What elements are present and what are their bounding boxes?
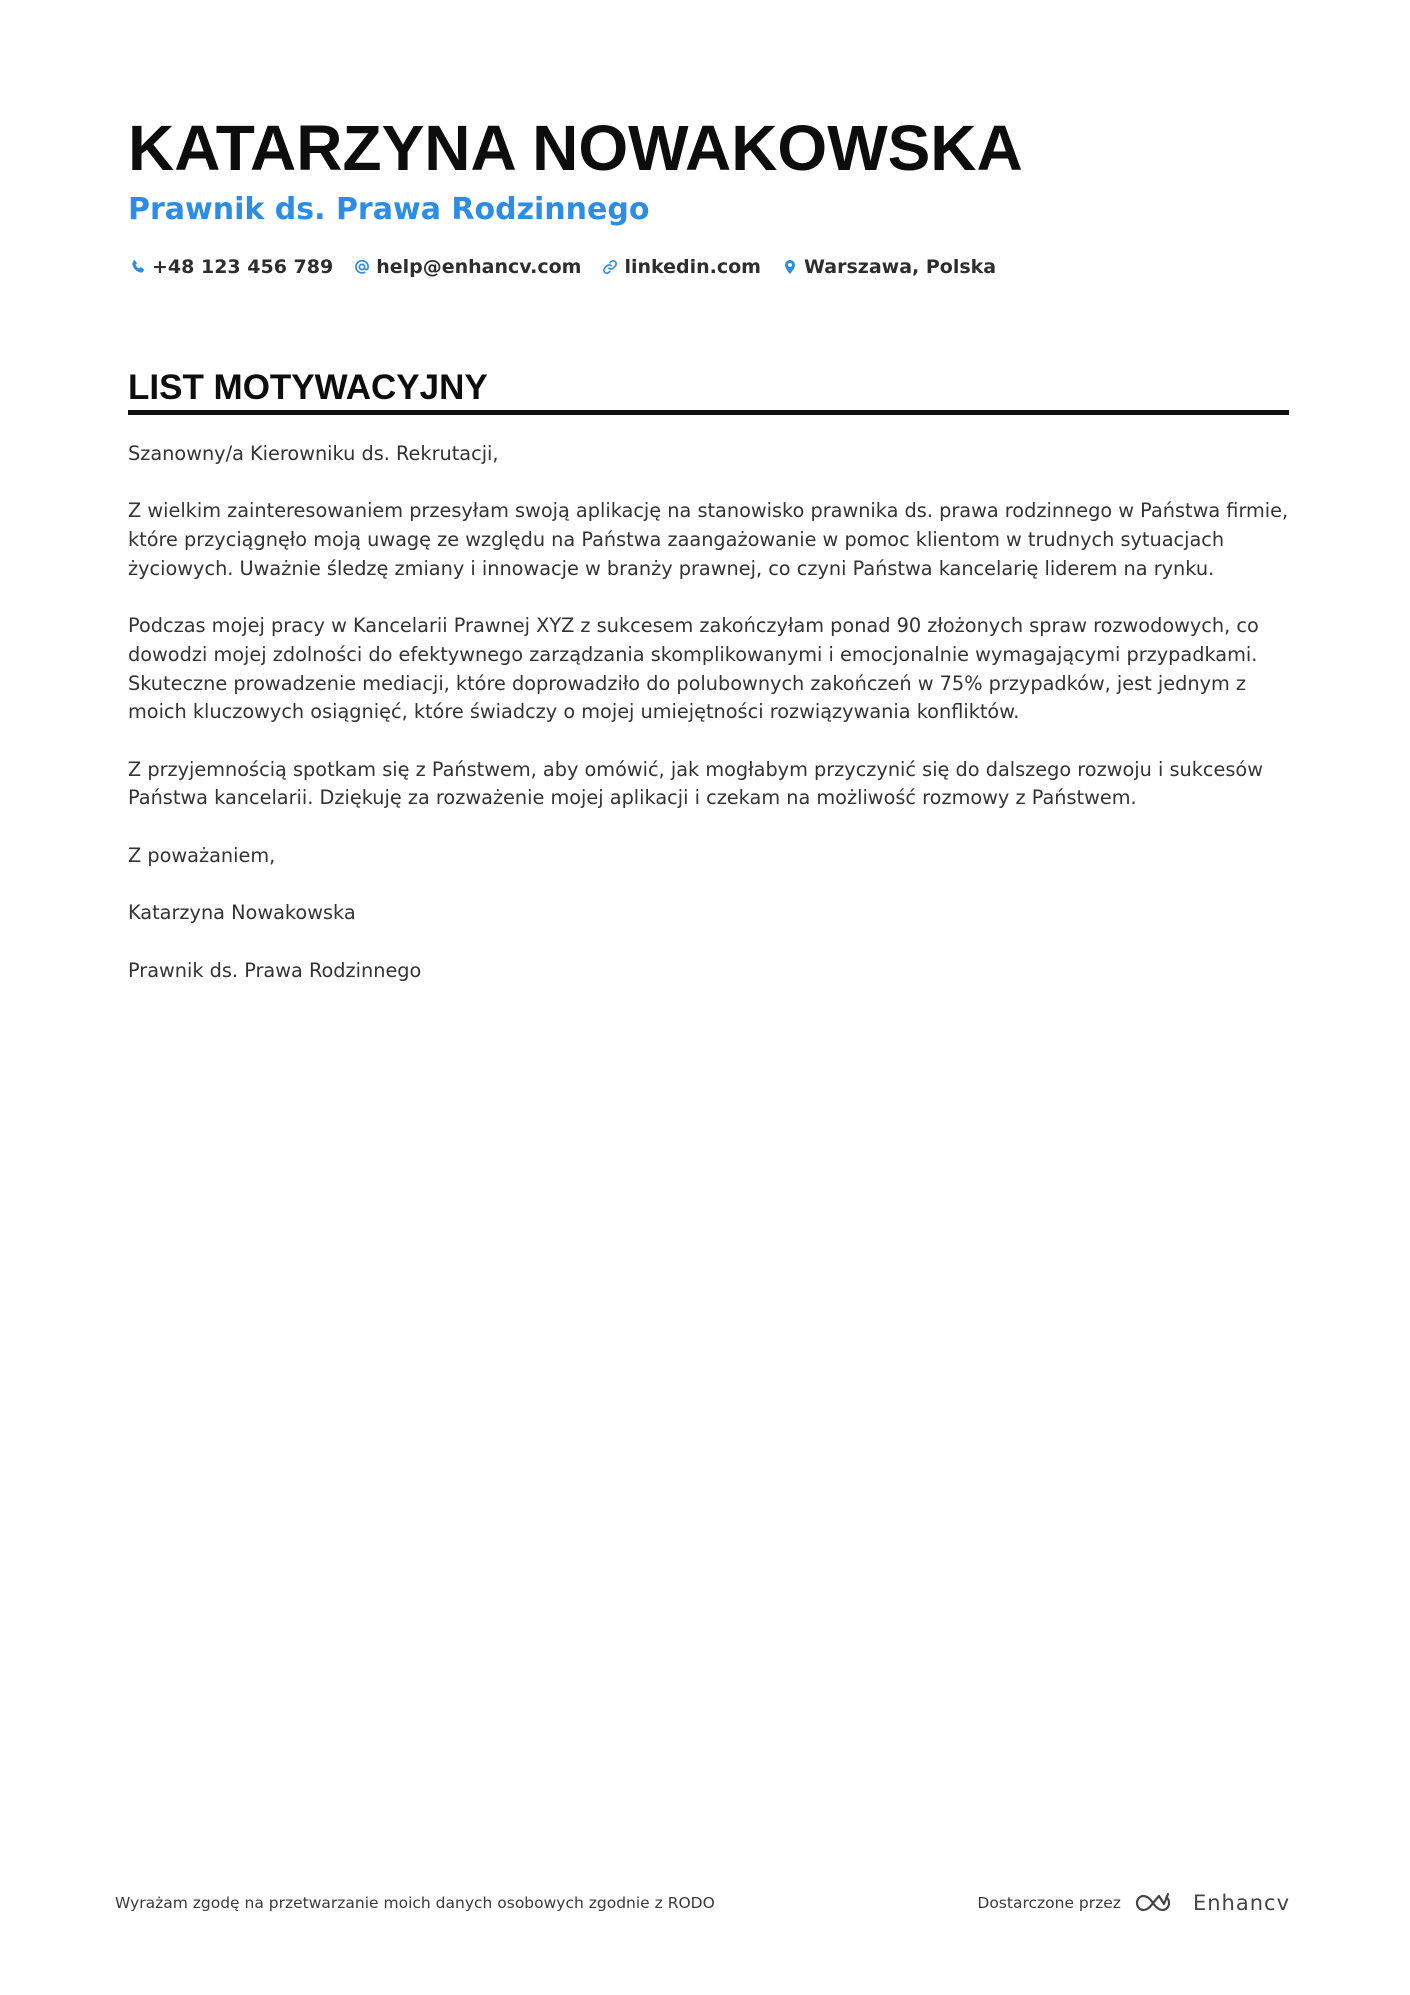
gdpr-consent-note: Wyrażam zgodę na przetwarzanie moich danych osobowych zgodnie z RODO <box>115 1894 715 1912</box>
enhancv-brand: Enhancv <box>1192 1891 1290 1915</box>
letter-greeting: Szanowny/a Kierowniku ds. Rekrutacji, <box>128 442 499 465</box>
section-divider <box>128 410 1289 415</box>
applicant-job-title: Prawnik ds. Prawa Rodzinnego <box>128 192 650 227</box>
at-sign-icon <box>352 256 372 278</box>
signature-name: Katarzyna Nowakowska <box>128 901 356 925</box>
contact-email[interactable] <box>352 256 581 278</box>
contact-phone <box>128 256 333 278</box>
provided-by-label: Dostarczone przez <box>977 1894 1121 1912</box>
letter-body <box>128 440 1293 1014</box>
link-icon <box>600 256 620 278</box>
contact-linkedin[interactable] <box>600 256 761 278</box>
enhancv-logo-icon <box>1133 1890 1179 1916</box>
contact-email-text[interactable]: help@enhancv.com <box>376 256 582 278</box>
letter-paragraph: Podczas mojej pracy w Kancelarii Prawnej XYZ z sukcesem zakończyłam ponad 90 złożonych spraw rozwodowych, co dowodzi mojej zdolności do efektywnego zarządzania skomplikowanymi i emocjonalnie wymagającymi przypadkami. Skuteczne prowadzenie mediacji, które doprowadziło do polubownych zakończeń w 75% przypadków, jest jednym z moich kluczowych osiągnięć, które świadczy o mojej umiejętności rozwiązywania konfliktów. <box>128 614 1259 724</box>
contact-phone-text: +48 123 456 789 <box>152 256 334 278</box>
provided-by[interactable] <box>977 1888 1290 1918</box>
contact-bar <box>128 252 1015 282</box>
letter-paragraph: Z wielkim zainteresowaniem przesyłam swoją aplikację na stanowisko prawnika ds. prawa rodzinnego w Państwa firmie, które przyciągnęło moją uwagę ze względu na Państwa zaangażowanie w pomoc klientom w trudnych sytuacjach życiowych. Uważnie śledzę zmiany i innowacje w branży prawnej, co czyni Państwa kancelarię liderem na rynku. <box>128 499 1289 580</box>
contact-linkedin-text[interactable]: linkedin.com <box>624 256 761 278</box>
phone-icon <box>128 256 148 278</box>
applicant-name: KATARZYNA NOWAKOWSKA <box>128 112 1023 184</box>
location-pin-icon <box>780 256 800 278</box>
letter-paragraph: Z przyjemnością spotkam się z Państwem, aby omówić, jak mogłabym przyczynić się do dalszego rozwoju i sukcesów Państwa kancelarii. Dziękuję za rozważenie mojej aplikacji i czekam na możliwość rozmowy z Państwem. <box>128 757 1263 810</box>
section-title: LIST MOTYWACYJNY <box>128 368 488 407</box>
contact-location <box>780 256 996 278</box>
signature-title: Prawnik ds. Prawa Rodzinnego <box>128 958 422 982</box>
letter-closing: Z poważaniem, <box>128 843 276 867</box>
contact-location-text: Warszawa, Polska <box>803 256 997 278</box>
